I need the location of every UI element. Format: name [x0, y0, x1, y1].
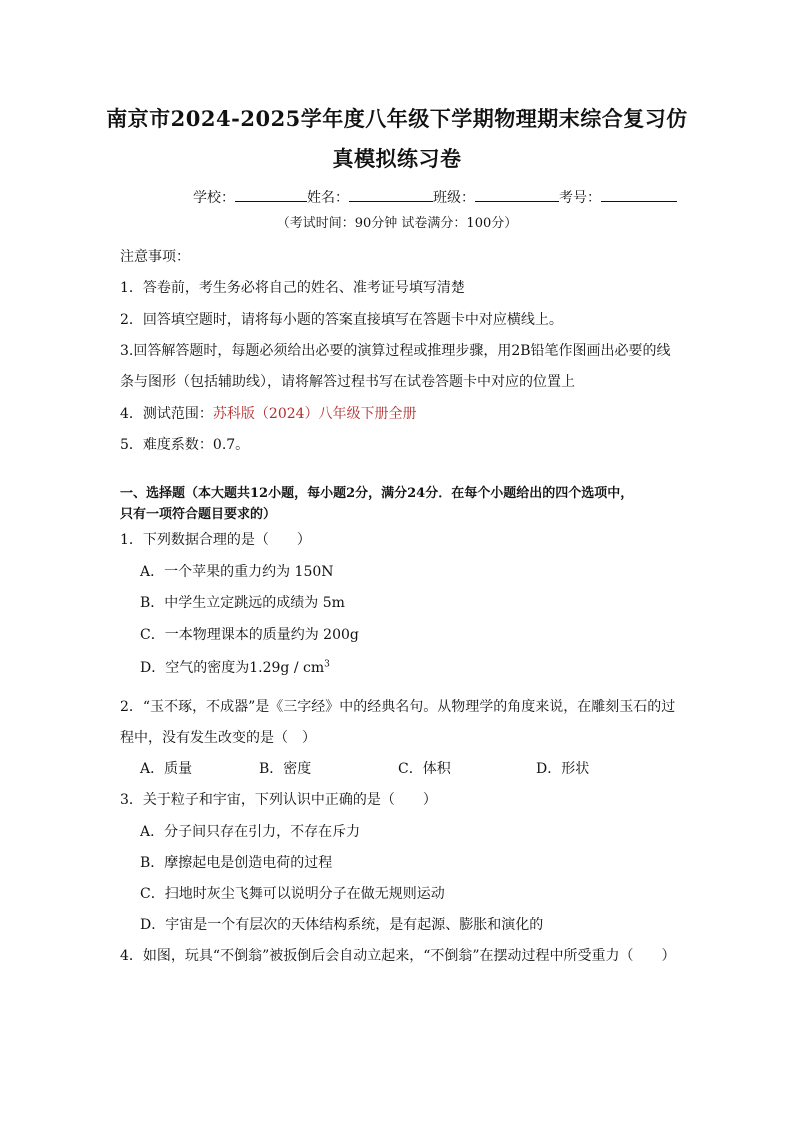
question-2-stem-line2: 程中，没有发生改变的是（ ）: [120, 730, 316, 746]
option-d-value: 1.29g / cm: [249, 660, 325, 676]
question-1-option-d: [140, 657, 330, 677]
option-d-exponent: 3: [324, 659, 330, 670]
question-1-option-c: C．一本物理课本的质量约为 200g: [140, 627, 359, 643]
option-d-prefix: D．空气的密度为: [140, 660, 250, 676]
note-item-4-prefix: 4．测试范围：: [120, 406, 213, 422]
question-2-option-c: C．体积: [398, 761, 451, 777]
question-3-option-c: C．扫地时灰尘飞舞可以说明分子在做无规则运动: [140, 886, 445, 902]
question-3-stem: 3．关于粒子和宇宙，下列认识中正确的是（ ）: [120, 792, 437, 808]
section1-heading-line1: 一、选择题（本大题共12小题，每小题2分，满分24分．在每个小题给出的四个选项中，: [120, 486, 634, 501]
school-blank: [235, 187, 307, 202]
test-range-link[interactable]: 苏科版（2024）八年级下册全册: [212, 406, 417, 422]
question-1-option-b: B．中学生立定跳远的成绩为 5m: [140, 595, 345, 611]
class-label: 班级：: [433, 190, 475, 206]
section1-heading-line2: 只有一项符合题目要求的）: [120, 507, 277, 522]
note-item-4: [120, 403, 417, 423]
note-item-1: 1．答卷前，考生务必将自己的姓名、准考证号填写清楚: [120, 280, 465, 296]
question-2-option-a: A．质量: [140, 761, 193, 777]
question-2-option-d: D．形状: [536, 761, 590, 777]
question-2-option-b: B．密度: [259, 761, 312, 777]
question-3-option-d: D．宇宙是一个有层次的天体结构系统，是有起源、膨胀和演化的: [140, 917, 544, 933]
question-3-option-a: A．分子间只存在引力，不存在斥力: [140, 824, 361, 840]
question-3-option-b: B．摩擦起电是创造电荷的过程: [140, 855, 333, 871]
note-item-2: 2．回答填空题时，请将每小题的答案直接填写在答题卡中对应横线上。: [120, 312, 563, 328]
name-blank: [349, 187, 433, 202]
class-blank: [475, 187, 559, 202]
exam-no-blank: [601, 187, 677, 202]
exam-no-label: 考号：: [559, 190, 601, 206]
question-4-stem: 4．如图，玩具“不倒翁”被扳倒后会自动立起来，“不倒翁”在摆动过程中所受重力（ ）: [120, 948, 676, 964]
exam-title-line1: 南京市2024-2025学年度八年级下学期物理期末综合复习仿: [106, 106, 688, 131]
exam-title-line2: 真模拟练习卷: [332, 146, 462, 171]
note-item-3-line1: 3.回答解答题时，每题必须给出必要的演算过程或推理步骤，用2B铅笔作图画出必要的线: [120, 343, 671, 359]
question-1-stem: 1．下列数据合理的是（ ）: [120, 532, 311, 548]
question-2-stem-line1: 2．“玉不琢，不成器”是《三字经》中的经典名句。从物理学的角度来说，在雕刻玉石的过: [120, 699, 676, 715]
note-item-3-line2: 条与图形（包括辅助线），请将解答过程书写在试卷答题卡中对应的位置上: [120, 374, 575, 390]
question-1-option-a: A．一个苹果的重力约为 150N: [140, 564, 334, 580]
notes-heading: 注意事项：: [120, 249, 190, 265]
student-info-row: [193, 187, 677, 207]
school-label: 学校：: [193, 190, 235, 206]
exam-time-info: （考试时间：90分钟 试卷满分：100分）: [276, 216, 518, 231]
note-item-5: 5．难度系数：0.7。: [120, 437, 250, 453]
name-label: 姓名：: [307, 190, 349, 206]
